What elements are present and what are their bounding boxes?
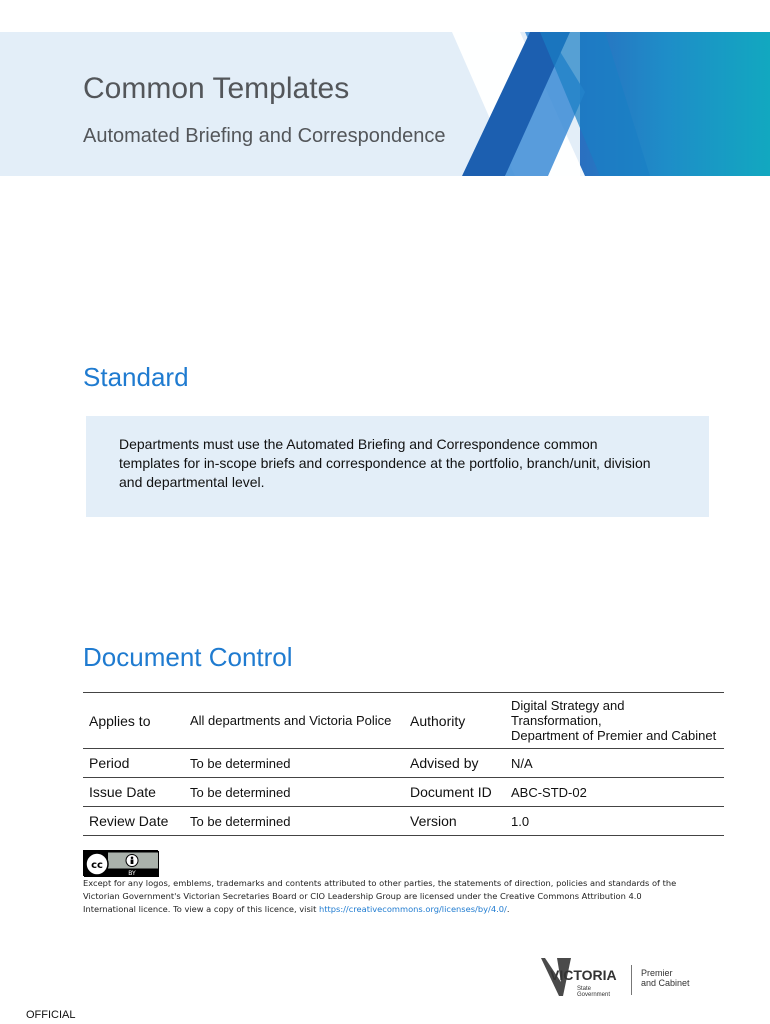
row-label: Version bbox=[404, 807, 505, 836]
row-value: To be determined bbox=[184, 778, 404, 807]
license-body: Except for any logos, emblems, trademarks and contents attributed to other parties, the statements of direction, policies and standards of the Victorian Government's Victorian Secretaries Board or CIO Leadership Group are licensed under the Creative Commons Attribution 4.0 International licence. To view a copy of this licence, visit bbox=[83, 878, 677, 914]
row-label: Authority bbox=[404, 693, 505, 749]
row-value: ABC-STD-02 bbox=[505, 778, 724, 807]
row-label: Advised by bbox=[404, 749, 505, 778]
page-subtitle: Automated Briefing and Correspondence bbox=[83, 125, 446, 147]
logo-sub-state: State bbox=[577, 986, 592, 992]
authority-line: Digital Strategy and bbox=[511, 698, 625, 713]
document-control-heading: Document Control bbox=[83, 642, 293, 672]
license-link[interactable]: https://creativecommons.org/licenses/by/4.0/ bbox=[318, 904, 507, 914]
logo-divider bbox=[631, 965, 632, 995]
table-row bbox=[83, 749, 724, 778]
authority-value bbox=[505, 693, 724, 749]
victoria-government-logo bbox=[541, 956, 623, 1000]
header-banner bbox=[0, 32, 770, 176]
row-value: To be determined bbox=[184, 807, 404, 836]
table-row bbox=[83, 807, 724, 836]
document-control-table bbox=[83, 692, 724, 836]
row-value: N/A bbox=[505, 749, 724, 778]
authority-line: Department of Premier and Cabinet bbox=[511, 728, 717, 743]
logo-word: VICTORIA bbox=[550, 967, 617, 983]
row-label: Applies to bbox=[83, 693, 184, 749]
department-line: Premier bbox=[641, 968, 673, 978]
row-label: Document ID bbox=[404, 778, 505, 807]
cc-by-badge bbox=[83, 850, 158, 876]
standard-heading: Standard bbox=[83, 362, 189, 392]
license-text bbox=[83, 877, 693, 916]
department-name bbox=[641, 968, 690, 988]
cc-by-icon bbox=[84, 851, 159, 877]
classification-label: OFFICIAL bbox=[26, 1009, 76, 1021]
standard-text: Departments must use the Automated Briefing and Correspondence common templates for in-scope briefs and correspondence at the portfolio, branch/unit, division and departmental level. bbox=[119, 436, 651, 490]
page-title: Common Templates bbox=[83, 72, 350, 105]
row-value: 1.0 bbox=[505, 807, 724, 836]
license-end: . bbox=[506, 904, 510, 914]
row-label: Period bbox=[83, 749, 184, 778]
row-label: Review Date bbox=[83, 807, 184, 836]
row-label: Issue Date bbox=[83, 778, 184, 807]
standard-callout bbox=[86, 416, 709, 517]
table-row bbox=[83, 778, 724, 807]
by-badge-text: BY bbox=[128, 870, 136, 877]
table-row bbox=[83, 693, 724, 749]
row-value: To be determined bbox=[184, 749, 404, 778]
department-line: and Cabinet bbox=[641, 978, 690, 988]
authority-line: Transformation, bbox=[511, 713, 602, 728]
cc-badge-text: cc bbox=[91, 860, 103, 871]
logo-sub-government: Government bbox=[577, 992, 611, 998]
row-value: All departments and Victoria Police bbox=[184, 693, 404, 749]
